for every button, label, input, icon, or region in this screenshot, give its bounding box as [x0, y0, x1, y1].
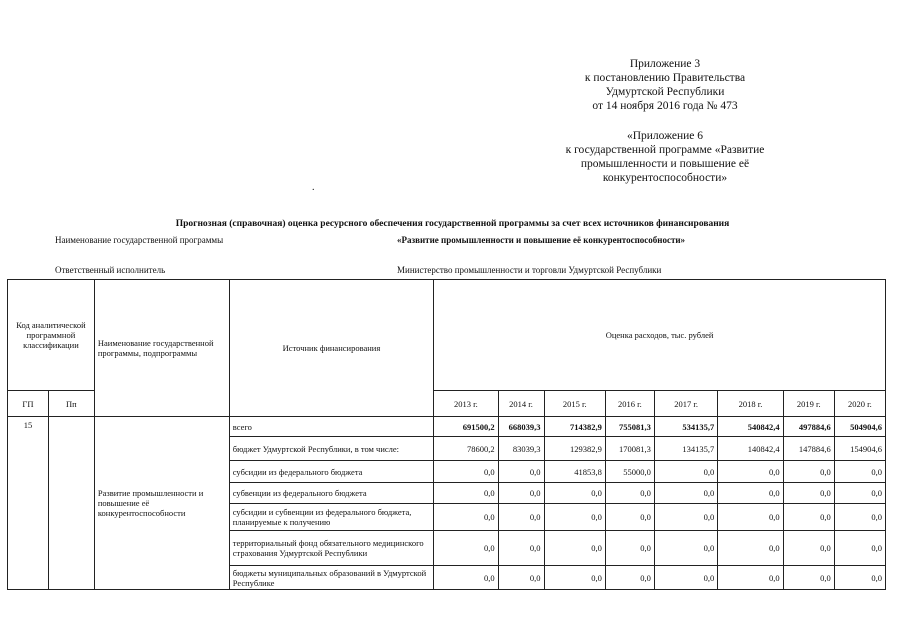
- value-cell-2020: 154904,6: [834, 437, 885, 461]
- appendix3-line3: Удмуртской Республики: [605, 86, 725, 98]
- header-estimate: Оценка расходов, тыс. рублей: [434, 280, 886, 391]
- program-value: «Развитие промышленности и повышение её конкурентоспособности»: [397, 235, 686, 245]
- year-2015: 2015 г.: [544, 391, 605, 417]
- value-cell-2018: 540842,4: [718, 417, 783, 437]
- value-cell-2014: 668039,3: [498, 417, 544, 437]
- document-caption: Прогнозная (справочная) оценка ресурсного обеспечения государственной программы за счет всех источников финансирования: [175, 219, 730, 229]
- pp-code-cell: [48, 417, 94, 590]
- year-2020: 2020 г.: [834, 391, 885, 417]
- funding-table: [7, 279, 886, 590]
- value-cell-2014: 0,0: [498, 566, 544, 590]
- source-cell: бюджет Удмуртской Республики, в том числе:: [229, 437, 433, 461]
- value-cell-2013: 691500,2: [434, 417, 498, 437]
- value-cell-2014: 0,0: [498, 461, 544, 483]
- value-cell-2020: 504904,6: [834, 417, 885, 437]
- value-cell-2017: 0,0: [654, 531, 717, 566]
- year-2018: 2018 г.: [718, 391, 783, 417]
- year-2014: 2014 г.: [498, 391, 544, 417]
- value-cell-2014: 83039,3: [498, 437, 544, 461]
- value-cell-2016: 755081,3: [605, 417, 654, 437]
- value-cell-2020: 0,0: [834, 483, 885, 504]
- value-cell-2018: 0,0: [718, 566, 783, 590]
- value-cell-2019: 0,0: [783, 461, 834, 483]
- value-cell-2017: 534135,7: [654, 417, 717, 437]
- source-cell: субсидии из федерального бюджета: [229, 461, 433, 483]
- value-cell-2013: 0,0: [434, 461, 498, 483]
- value-cell-2016: 0,0: [605, 483, 654, 504]
- value-cell-2014: 0,0: [498, 483, 544, 504]
- value-cell-2020: 0,0: [834, 531, 885, 566]
- value-cell-2016: 0,0: [605, 504, 654, 531]
- value-cell-2020: 0,0: [834, 461, 885, 483]
- value-cell-2015: 41853,8: [544, 461, 605, 483]
- value-cell-2016: 170081,3: [605, 437, 654, 461]
- value-cell-2019: 0,0: [783, 483, 834, 504]
- header-gp: ГП: [8, 391, 49, 417]
- header-row-top: [8, 280, 886, 391]
- value-cell-2016: 55000,0: [605, 461, 654, 483]
- year-2017: 2017 г.: [654, 391, 717, 417]
- value-cell-2018: 0,0: [718, 504, 783, 531]
- appendix3-line1: Приложение 3: [629, 58, 701, 70]
- appendix-header: [560, 57, 770, 185]
- value-cell-2020: 0,0: [834, 504, 885, 531]
- source-cell: всего: [229, 417, 433, 437]
- year-2016: 2016 г.: [605, 391, 654, 417]
- executor-label: Ответственный исполнитель: [55, 265, 166, 275]
- value-cell-2017: 0,0: [654, 461, 717, 483]
- program-name-cell: Развитие промышленности и повышение её конкурентоспособности: [94, 417, 229, 590]
- value-cell-2015: 0,0: [544, 483, 605, 504]
- header-code: Код аналитической программной классификации: [8, 280, 95, 391]
- value-cell-2014: 0,0: [498, 504, 544, 531]
- value-cell-2017: 0,0: [654, 566, 717, 590]
- year-2013: 2013 г.: [434, 391, 498, 417]
- value-cell-2013: 78600,2: [434, 437, 498, 461]
- appendix6-line4: конкурентоспособности»: [602, 172, 728, 184]
- value-cell-2019: 0,0: [783, 566, 834, 590]
- value-cell-2018: 0,0: [718, 461, 783, 483]
- value-cell-2016: 0,0: [605, 531, 654, 566]
- scan-speck: .: [312, 182, 315, 193]
- header-pp: Пп: [48, 391, 94, 417]
- source-cell: бюджеты муниципальных образований в Удмуртской Республике: [229, 566, 433, 590]
- value-cell-2015: 0,0: [544, 504, 605, 531]
- value-cell-2018: 0,0: [718, 483, 783, 504]
- header-source: Источник финансирования: [229, 280, 433, 417]
- value-cell-2015: 0,0: [544, 531, 605, 566]
- value-cell-2016: 0,0: [605, 566, 654, 590]
- appendix6-line1: «Приложение 6: [626, 130, 704, 142]
- value-cell-2018: 140842,4: [718, 437, 783, 461]
- appendix3-line4: от 14 ноября 2016 года № 473: [592, 100, 738, 112]
- value-cell-2017: 0,0: [654, 483, 717, 504]
- source-cell: субсидии и субвенции из федерального бюджета, планируемые к получению: [229, 504, 433, 531]
- value-cell-2019: 0,0: [783, 531, 834, 566]
- value-cell-2015: 129382,9: [544, 437, 605, 461]
- year-2019: 2019 г.: [783, 391, 834, 417]
- value-cell-2013: 0,0: [434, 531, 498, 566]
- value-cell-2019: 147884,6: [783, 437, 834, 461]
- gp-code-cell: 15: [8, 417, 49, 590]
- value-cell-2017: 134135,7: [654, 437, 717, 461]
- appendix3-line2: к постановлению Правительства: [584, 72, 746, 84]
- value-cell-2014: 0,0: [498, 531, 544, 566]
- header-program-name: Наименование государственной программы, подпрограммы: [94, 280, 229, 417]
- program-label: Наименование государственной программы: [55, 235, 224, 245]
- value-cell-2013: 0,0: [434, 566, 498, 590]
- value-cell-2018: 0,0: [718, 531, 783, 566]
- value-cell-2017: 0,0: [654, 504, 717, 531]
- appendix6-line2: к государственной программе «Развитие: [565, 144, 765, 156]
- source-cell: субвенции из федерального бюджета: [229, 483, 433, 504]
- value-cell-2020: 0,0: [834, 566, 885, 590]
- value-cell-2013: 0,0: [434, 504, 498, 531]
- appendix6-line3: промышленности и повышение её: [580, 158, 750, 170]
- value-cell-2019: 0,0: [783, 504, 834, 531]
- executor-value: Министерство промышленности и торговли Удмуртской Республики: [397, 265, 662, 275]
- value-cell-2015: 0,0: [544, 566, 605, 590]
- table-row: [8, 417, 886, 437]
- value-cell-2013: 0,0: [434, 483, 498, 504]
- value-cell-2015: 714382,9: [544, 417, 605, 437]
- value-cell-2019: 497884,6: [783, 417, 834, 437]
- source-cell: территориальный фонд обязательного медицинского страхования Удмуртской Республики: [229, 531, 433, 566]
